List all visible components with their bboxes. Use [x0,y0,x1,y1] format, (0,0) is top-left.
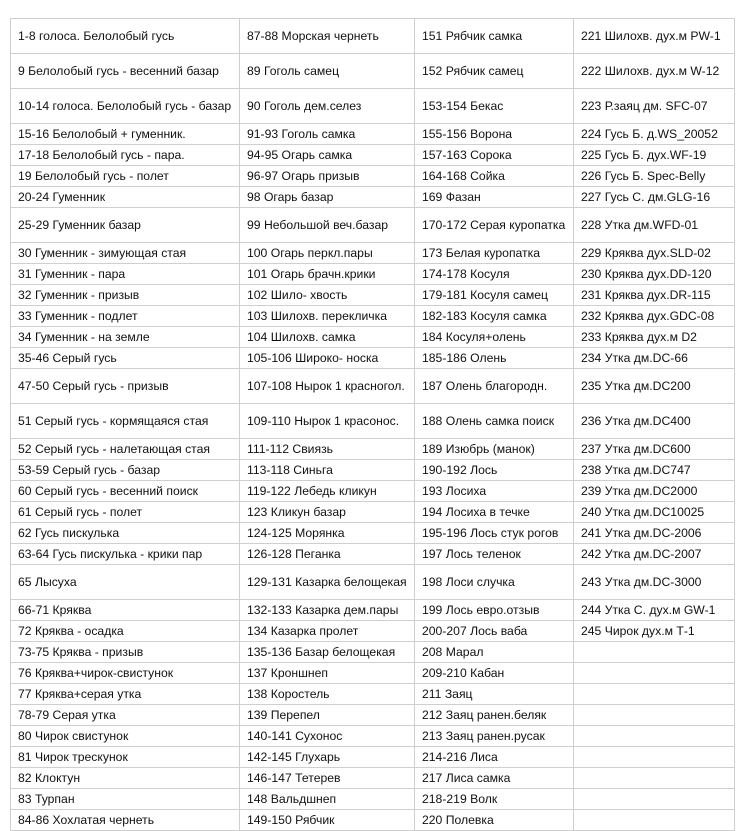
table-cell: 63-64 Гусь пискулька - крики пар [11,544,240,565]
table-row [11,166,735,187]
table-cell: 47-50 Серый гусь - призыв [11,369,240,404]
table-row [11,348,735,369]
table-cell: 211 Заяц [415,684,574,705]
table-row [11,810,735,831]
table-row [11,768,735,789]
table-cell: 72 Кряква - осадка [11,621,240,642]
table-cell: 25-29 Гуменник базар [11,208,240,243]
table-cell: 174-178 Косуля [415,264,574,285]
table-cell: 19 Белолобый гусь - полет [11,166,240,187]
table-cell: 34 Гуменник - на земле [11,327,240,348]
table-cell: 197 Лось теленок [415,544,574,565]
table-cell: 33 Гуменник - подлет [11,306,240,327]
table-cell: 221 Шилохв. дух.м PW-1 [574,19,735,54]
table-cell: 230 Кряква дух.DD-120 [574,264,735,285]
table-cell: 239 Утка дм.DC2000 [574,481,735,502]
table-row [11,285,735,306]
table-cell: 155-156 Ворона [415,124,574,145]
table-row [11,89,735,124]
table-cell: 182-183 Косуля самка [415,306,574,327]
table-cell: 188 Олень самка поиск [415,404,574,439]
table-cell: 213 Заяц ранен.русак [415,726,574,747]
table-cell: 232 Кряква дух.GDC-08 [574,306,735,327]
table-cell: 104 Шилохв. самка [240,327,415,348]
table-row [11,705,735,726]
table-cell: 15-16 Белолобый + гуменник. [11,124,240,145]
table-cell: 223 Р.заяц дм. SFC-07 [574,89,735,124]
table-row [11,747,735,768]
table-cell: 198 Лоси случка [415,565,574,600]
table-cell: 238 Утка дм.DC747 [574,460,735,481]
table-row [11,264,735,285]
table-cell: 80 Чирок свистунок [11,726,240,747]
table-cell: 193 Лосиха [415,481,574,502]
table-cell: 84-86 Хохлатая чернеть [11,810,240,831]
table-cell: 103 Шилохв. перекличка [240,306,415,327]
table-cell: 52 Серый гусь - налетающая стая [11,439,240,460]
table-cell: 151 Рябчик самка [415,19,574,54]
table-cell: 90 Гоголь дем.селез [240,89,415,124]
table-cell: 233 Кряква дух.м D2 [574,327,735,348]
table-row [11,523,735,544]
table-cell: 107-108 Нырок 1 красногол. [240,369,415,404]
table-cell: 113-118 Синьга [240,460,415,481]
table-cell: 217 Лиса самка [415,768,574,789]
table-cell: 134 Казарка пролет [240,621,415,642]
table-cell: 209-210 Кабан [415,663,574,684]
table-cell: 65 Лысуха [11,565,240,600]
table-cell: 194 Лосиха в течке [415,502,574,523]
table-cell: 187 Олень благородн. [415,369,574,404]
table-cell: 140-141 Сухонос [240,726,415,747]
table-row [11,187,735,208]
table-row [11,54,735,89]
table-cell: 73-75 Кряква - призыв [11,642,240,663]
table-row [11,789,735,810]
table-row [11,565,735,600]
table-cell: 226 Гусь Б. Spec-Belly [574,166,735,187]
table-cell: 96-97 Огарь призыв [240,166,415,187]
table-cell: 135-136 Базар белощекая [240,642,415,663]
table-row [11,208,735,243]
table-cell: 10-14 голоса. Белолобый гусь - базар [11,89,240,124]
table-cell: 245 Чирок дух.м Т-1 [574,621,735,642]
table-cell: 66-71 Кряква [11,600,240,621]
table-cell: 218-219 Волк [415,789,574,810]
table-row [11,124,735,145]
table-cell: 231 Кряква дух.DR-115 [574,285,735,306]
table-row [11,621,735,642]
table-cell: 30 Гуменник - зимующая стая [11,243,240,264]
table-cell: 61 Серый гусь - полет [11,502,240,523]
table-cell: 169 Фазан [415,187,574,208]
table-cell: 243 Утка дм.DC-3000 [574,565,735,600]
sound-list-body [11,19,735,831]
table-cell: 83 Турпан [11,789,240,810]
table-cell: 179-181 Косуля самец [415,285,574,306]
table-cell: 32 Гуменник - призыв [11,285,240,306]
table-cell: 152 Рябчик самец [415,54,574,89]
table-cell: 212 Заяц ранен.беляк [415,705,574,726]
table-cell: 244 Утка С. дух.м GW-1 [574,600,735,621]
table-row [11,369,735,404]
table-cell [574,642,735,663]
table-cell: 224 Гусь Б. д.WS_20052 [574,124,735,145]
table-cell: 111-112 Свиязь [240,439,415,460]
table-cell: 119-122 Лебедь кликун [240,481,415,502]
table-row [11,243,735,264]
table-cell: 236 Утка дм.DC400 [574,404,735,439]
table-cell: 9 Белолобый гусь - весенний базар [11,54,240,89]
table-row [11,502,735,523]
table-cell: 185-186 Олень [415,348,574,369]
table-cell: 82 Клоктун [11,768,240,789]
table-cell: 17-18 Белолобый гусь - пара. [11,145,240,166]
table-cell [574,747,735,768]
table-cell: 149-150 Рябчик [240,810,415,831]
table-cell: 190-192 Лось [415,460,574,481]
table-cell: 142-145 Глухарь [240,747,415,768]
table-cell: 146-147 Тетерев [240,768,415,789]
table-row [11,327,735,348]
table-cell: 89 Гоголь самец [240,54,415,89]
table-row [11,726,735,747]
table-row [11,642,735,663]
table-row [11,439,735,460]
table-cell: 101 Огарь брачн.крики [240,264,415,285]
table-cell: 78-79 Серая утка [11,705,240,726]
table-row [11,481,735,502]
table-cell: 124-125 Морянка [240,523,415,544]
table-row [11,404,735,439]
table-cell [574,663,735,684]
table-cell: 237 Утка дм.DC600 [574,439,735,460]
table-cell: 99 Небольшой веч.базар [240,208,415,243]
table-cell: 137 Кроншнеп [240,663,415,684]
table-cell: 102 Шило- хвость [240,285,415,306]
table-row [11,19,735,54]
table-cell: 100 Огарь перкл.пары [240,243,415,264]
table-cell: 153-154 Бекас [415,89,574,124]
table-cell: 227 Гусь С. дм.GLG-16 [574,187,735,208]
table-cell: 77 Кряква+серая утка [11,684,240,705]
table-cell: 195-196 Лось стук рогов [415,523,574,544]
table-cell: 105-106 Широко- носка [240,348,415,369]
table-cell: 240 Утка дм.DC10025 [574,502,735,523]
table-row [11,600,735,621]
table-cell: 20-24 Гуменник [11,187,240,208]
table-cell: 91-93 Гоголь самка [240,124,415,145]
table-row [11,684,735,705]
table-cell: 189 Изюбрь (манок) [415,439,574,460]
table-row [11,460,735,481]
sound-list-table [10,18,735,831]
table-row [11,306,735,327]
table-cell: 199 Лось евро.отзыв [415,600,574,621]
table-cell: 62 Гусь пискулька [11,523,240,544]
table-cell: 60 Серый гусь - весенний поиск [11,481,240,502]
table-cell: 53-59 Серый гусь - базар [11,460,240,481]
table-cell: 220 Полевка [415,810,574,831]
table-cell: 1-8 голоса. Белолобый гусь [11,19,240,54]
table-cell: 148 Вальдшнеп [240,789,415,810]
table-cell: 123 Кликун базар [240,502,415,523]
table-cell: 225 Гусь Б. дух.WF-19 [574,145,735,166]
table-cell: 200-207 Лось ваба [415,621,574,642]
table-cell: 234 Утка дм.DC-66 [574,348,735,369]
table-cell: 235 Утка дм.DC200 [574,369,735,404]
table-cell: 87-88 Морская чернеть [240,19,415,54]
table-cell: 138 Коростель [240,684,415,705]
table-cell: 242 Утка дм.DC-2007 [574,544,735,565]
table-cell: 132-133 Казарка дем.пары [240,600,415,621]
table-cell: 81 Чирок трескунок [11,747,240,768]
table-cell: 157-163 Сорока [415,145,574,166]
table-cell [574,810,735,831]
table-cell: 35-46 Серый гусь [11,348,240,369]
table-cell: 51 Серый гусь - кормящаяся стая [11,404,240,439]
table-cell: 173 Белая куропатка [415,243,574,264]
table-cell: 139 Перепел [240,705,415,726]
table-row [11,145,735,166]
table-row [11,544,735,565]
table-cell: 214-216 Лиса [415,747,574,768]
table-cell: 129-131 Казарка белощекая [240,565,415,600]
table-cell: 208 Марал [415,642,574,663]
sound-list-sheet [10,18,734,831]
table-cell: 126-128 Пеганка [240,544,415,565]
table-cell: 228 Утка дм.WFD-01 [574,208,735,243]
table-cell [574,768,735,789]
table-cell [574,684,735,705]
table-cell [574,789,735,810]
table-cell: 222 Шилохв. дух.м W-12 [574,54,735,89]
table-cell: 170-172 Серая куропатка [415,208,574,243]
table-cell: 31 Гуменник - пара [11,264,240,285]
table-cell: 98 Огарь базар [240,187,415,208]
table-row [11,663,735,684]
table-cell: 94-95 Огарь самка [240,145,415,166]
table-cell: 76 Кряква+чирок-свистунок [11,663,240,684]
table-cell: 241 Утка дм.DC-2006 [574,523,735,544]
table-cell: 184 Косуля+олень [415,327,574,348]
table-cell [574,726,735,747]
table-cell: 109-110 Нырок 1 красонос. [240,404,415,439]
table-cell: 229 Кряква дух.SLD-02 [574,243,735,264]
table-cell: 164-168 Сойка [415,166,574,187]
table-cell [574,705,735,726]
